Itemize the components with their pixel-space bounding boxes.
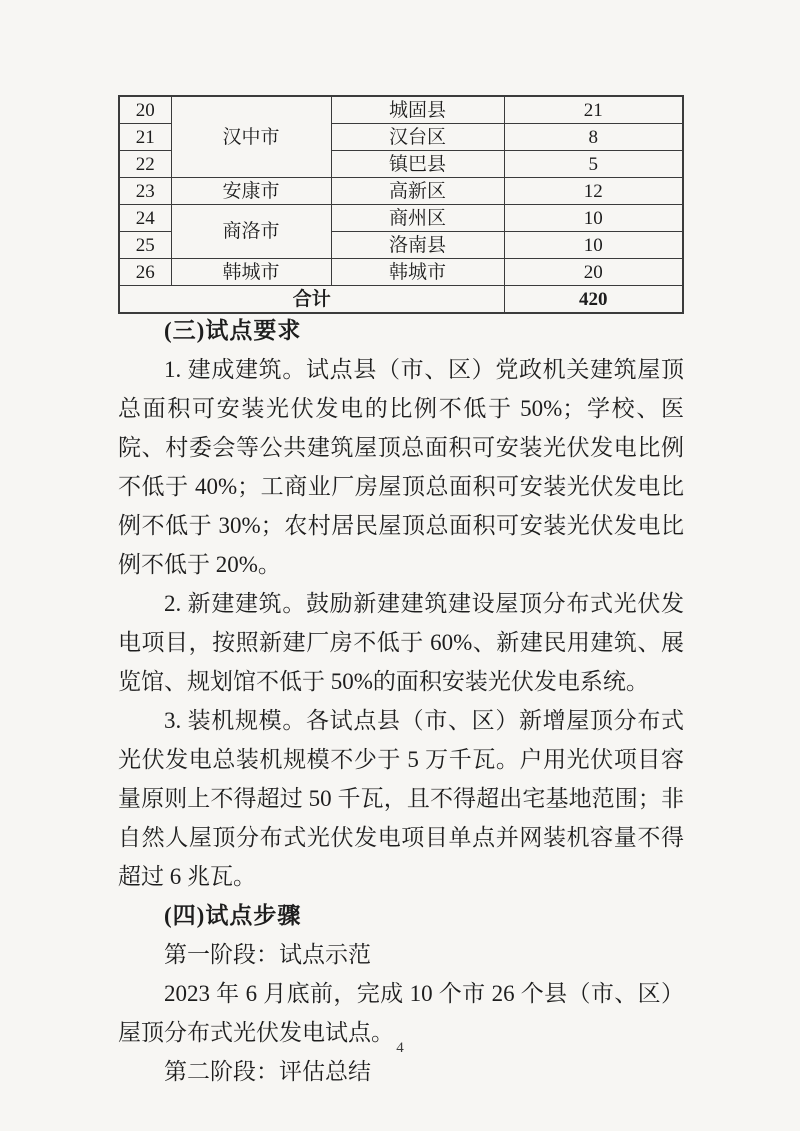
- cell-city: 韩城市: [171, 259, 331, 286]
- cell-total-label: 合计: [119, 286, 504, 314]
- cell-county: 汉台区: [331, 124, 504, 151]
- cell-row-no: 20: [119, 96, 171, 124]
- stage-1-description: 2023 年 6 月底前，完成 10 个市 26 个县（市、区）屋顶分布式光伏发电试点。: [118, 981, 684, 1045]
- cell-count: 10: [504, 205, 683, 232]
- stage-2-title: 第二阶段：评估总结: [164, 1059, 371, 1084]
- cell-row-no: 21: [119, 124, 171, 151]
- cell-county: 镇巴县: [331, 151, 504, 178]
- cell-row-no: 25: [119, 232, 171, 259]
- cell-count: 21: [504, 96, 683, 124]
- cell-count: 20: [504, 259, 683, 286]
- paragraph-new-buildings: 2. 新建建筑。鼓励新建建筑建设屋顶分布式光伏发电项目，按照新建厂房不低于 60%、新建民用建筑、展览馆、规划馆不低于 50%的面积安装光伏发电系统。: [118, 591, 684, 694]
- table-row: [119, 178, 683, 205]
- cell-count: 8: [504, 124, 683, 151]
- cell-county: 城固县: [331, 96, 504, 124]
- cell-count: 5: [504, 151, 683, 178]
- cell-county: 洛南县: [331, 232, 504, 259]
- body-text: [118, 311, 684, 1091]
- cell-city: 汉中市: [171, 96, 331, 178]
- cell-city: 商洛市: [171, 205, 331, 259]
- cell-count: 12: [504, 178, 683, 205]
- pilot-counties-table: [118, 95, 684, 314]
- table-total-row: [119, 286, 683, 314]
- stage-1-title: 第一阶段：试点示范: [164, 942, 371, 967]
- table-row: [119, 259, 683, 286]
- cell-county: 商州区: [331, 205, 504, 232]
- cell-row-no: 22: [119, 151, 171, 178]
- table-row: [119, 205, 683, 232]
- section-heading-requirements: (三)试点要求: [164, 318, 302, 343]
- cell-row-no: 24: [119, 205, 171, 232]
- paragraph-built-buildings: 1. 建成建筑。试点县（市、区）党政机关建筑屋顶总面积可安装光伏发电的比例不低于 50%；学校、医院、村委会等公共建筑屋顶总面积可安装光伏发电比例不低于 40%；工商业厂房屋顶总面积可安装光伏发电比例不低于 30%；农村居民屋顶总面积可安装光伏发电比例不低于 20%。: [118, 357, 684, 577]
- cell-row-no: 23: [119, 178, 171, 205]
- section-heading-steps: (四)试点步骤: [164, 903, 302, 928]
- cell-row-no: 26: [119, 259, 171, 286]
- cell-city: 安康市: [171, 178, 331, 205]
- table-row: [119, 96, 683, 124]
- paragraph-installed-capacity: 3. 装机规模。各试点县（市、区）新增屋顶分布式光伏发电总装机规模不少于 5 万千瓦。户用光伏项目容量原则上不得超过 50 千瓦，且不得超出宅基地范围；非自然人屋顶分布式光伏发电项目单点并网装机容量不得超过 6 兆瓦。: [118, 708, 684, 889]
- cell-county: 韩城市: [331, 259, 504, 286]
- cell-count: 10: [504, 232, 683, 259]
- cell-county: 高新区: [331, 178, 504, 205]
- cell-total-value: 420: [504, 286, 683, 314]
- page-number: 4: [396, 1040, 404, 1056]
